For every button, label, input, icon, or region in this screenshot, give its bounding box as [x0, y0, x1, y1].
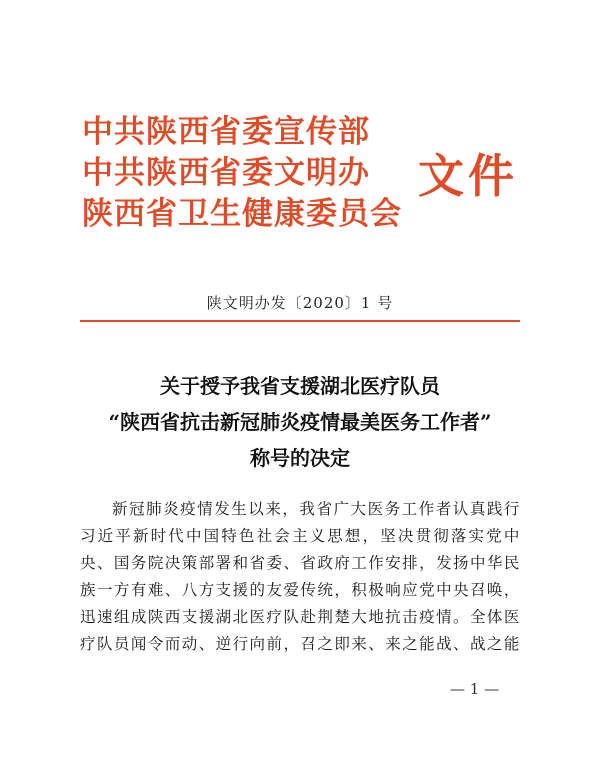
document-type-label: 文件 — [418, 149, 518, 203]
body-line: 新冠肺炎疫情发生以来，我省广大医务工作者认真践行 — [112, 500, 520, 518]
body-line: 迅速组成陕西支援湖北医疗队赴荆楚大地抗击疫情。全体医 — [80, 608, 520, 626]
title-line-3: 称号的决定 — [250, 446, 350, 470]
red-divider-line — [80, 320, 520, 322]
document-title — [0, 368, 600, 476]
title-line-1: 关于授予我省支援湖北医疗队员 — [160, 374, 440, 398]
issuer-civilization-office: 中共陕西省委文明办 — [82, 155, 370, 191]
title-line-2: “陕西省抗击新冠肺炎疫情最美医务工作者” — [108, 410, 492, 434]
issuer-health-commission: 陕西省卫生健康委员会 — [82, 196, 402, 232]
body-line: 疗队员闻令而动、逆行向前，召之即来、来之能战、战之能 — [80, 635, 520, 653]
body-line: 习近平新时代中国特色社会主义思想，坚决贯彻落实党中 — [80, 527, 520, 545]
document-number: 陕文明办发〔2020〕1 号 — [206, 294, 394, 312]
body-line: 族一方有难、八方支援的友爱传统，积极响应党中央召唤， — [80, 581, 520, 599]
body-line: 央、国务院决策部署和省委、省政府工作安排，发扬中华民 — [80, 554, 520, 572]
page-number: — 1 — — [450, 680, 500, 698]
issuing-authorities — [82, 112, 402, 235]
document-body — [80, 496, 520, 658]
issuer-propaganda-dept: 中共陕西省委宣传部 — [82, 114, 370, 150]
